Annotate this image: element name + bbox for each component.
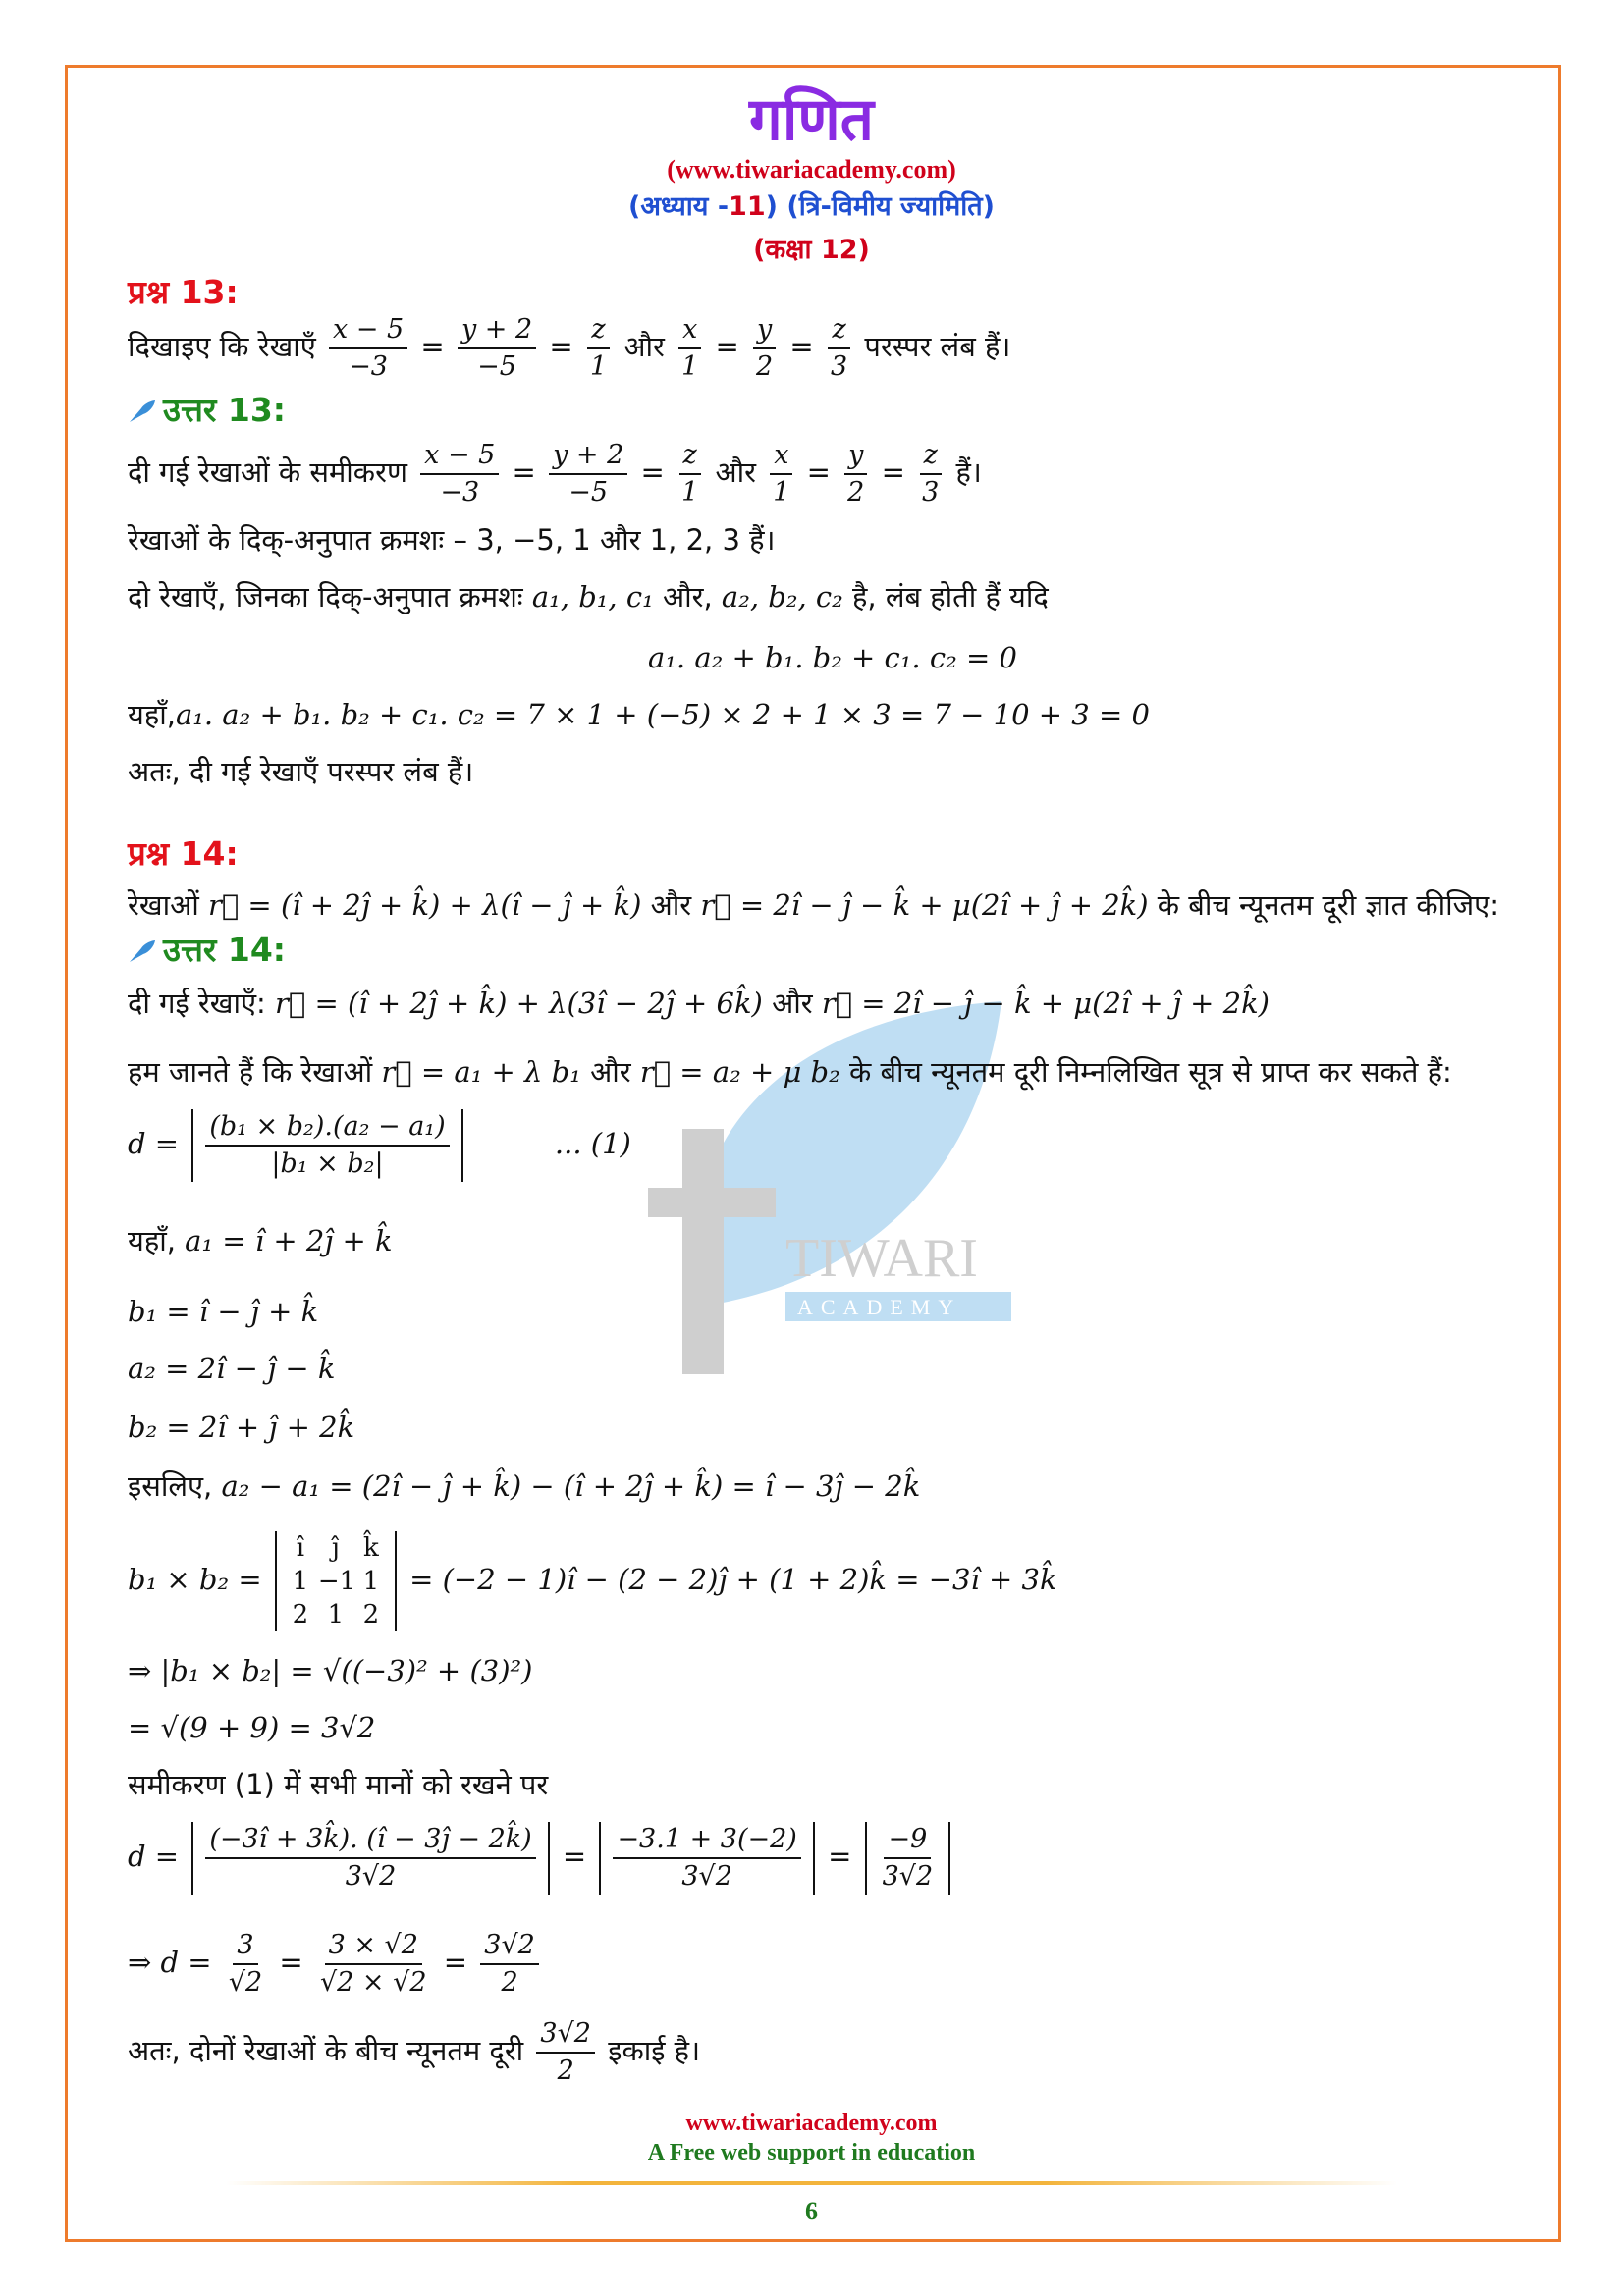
- d-abs-2: [599, 1822, 814, 1895]
- a13-frac-3: [677, 438, 702, 510]
- a14-l2-eq1: r⃗ = a₁ + λ b₁: [381, 1055, 581, 1089]
- a13-l1-prefix: दी गई रेखाओं के समीकरण: [128, 455, 407, 489]
- matrix-cell: 1: [362, 1567, 380, 1596]
- a13-line-1: दी गई रेखाओं के समीकरण $\frac{x - 5}{-3}$ = $\frac{y + 2}{-5}$ = $\frac{z}{1}$ और $\frac{x}{1}$ = $\frac{y}{2}$ = $\frac{z}{3}$ हैं।: [128, 438, 982, 510]
- a14-yahan: यहाँ,: [128, 1224, 176, 1257]
- frac-den: 2: [756, 351, 774, 382]
- frac-den: −5: [477, 351, 516, 382]
- formula-lhs: d =: [128, 1127, 180, 1160]
- a14-formula: [128, 1109, 631, 1182]
- formula-abs: [191, 1109, 462, 1182]
- frac-den: 3: [922, 477, 940, 507]
- class-line: [0, 230, 1623, 266]
- frac-num: z: [679, 438, 701, 475]
- matrix-cell: −1: [317, 1567, 356, 1596]
- a13-line-2: रेखाओं के दिक्-अनुपात क्रमशः – 3, −5, 1 और 1, 2, 3 हैं।: [128, 523, 776, 557]
- frac-den: 3√2: [345, 1861, 397, 1892]
- frac-den: |b₁ × b₂|: [271, 1148, 384, 1179]
- a13-frac-6: [918, 438, 943, 510]
- matrix-cell: 1: [327, 1600, 345, 1629]
- watermark-word-academy: ACADEMY: [797, 1295, 962, 1319]
- frac-den: 2: [847, 477, 865, 507]
- q13-frac-1: [329, 312, 407, 385]
- a14-b1: b₁ = î − ĵ + k̂: [128, 1295, 319, 1328]
- a14-line-2: [128, 1052, 1452, 1092]
- answer-13-heading: [128, 391, 286, 430]
- a14-cross-line: [128, 1531, 1057, 1631]
- a14-l1-eq2: r⃗ = 2î − ĵ − k̂ + μ(2î + ĵ + 2k̂): [821, 987, 1270, 1020]
- q13-and: और: [623, 330, 665, 363]
- a13-frac-1: [420, 438, 499, 510]
- answer-14-label: उत्तर 14:: [163, 931, 286, 969]
- question-14-heading: प्रश्न 14:: [128, 834, 239, 873]
- d-frac-1: [205, 1822, 535, 1895]
- a13-l3-text: दो रेखाएँ, जिनका दिक्-अनुपात क्रमशः: [128, 580, 523, 614]
- matrix-cell: 1: [292, 1567, 309, 1596]
- quill-icon: [128, 399, 157, 424]
- a14-d-calc: [128, 1822, 954, 1895]
- chapter-number: 11: [729, 191, 766, 222]
- frac-num: −9: [884, 1822, 931, 1859]
- matrix-cell: 2: [292, 1600, 309, 1629]
- frac-num: y + 2: [458, 312, 536, 349]
- frac-den: 1: [589, 351, 608, 382]
- frac-num: (−3î + 3k̂). (î − 3ĵ − 2k̂): [205, 1822, 535, 1859]
- frac-den: 2: [501, 1967, 518, 1998]
- q13-suffix: परस्पर लंब हैं।: [864, 330, 1011, 363]
- header-url[interactable]: (www.tiwariacademy.com): [667, 155, 956, 184]
- frac-num: 3√2: [480, 1928, 539, 1965]
- a14-b2: b₂ = 2î + ĵ + 2k̂: [128, 1411, 355, 1444]
- a13-frac-5: [843, 438, 868, 510]
- a14-substitute-text: समीकरण (1) में सभी मानों को रखने पर: [128, 1768, 549, 1801]
- a14-l1-eq1: r⃗ = (î + 2ĵ + k̂) + λ(3î − 2ĵ + 6k̂): [275, 987, 763, 1020]
- a14-diff-line: [128, 1467, 920, 1506]
- formula-frac: [205, 1109, 449, 1182]
- a14-a1: a₁ = î + 2ĵ + k̂: [185, 1224, 393, 1257]
- answer-13-label: उत्तर 13:: [163, 391, 286, 429]
- a13-l3-suffix: है, लंब होती हैं यदि: [852, 580, 1049, 614]
- a13-l3-and: और,: [662, 580, 713, 614]
- a13-l3-math1: a₁, b₁, c₁: [531, 580, 654, 614]
- result-frac-3: [480, 1928, 539, 2001]
- d-abs-1: [191, 1822, 549, 1895]
- q13-frac-2: [458, 312, 536, 385]
- a14-l2-suffix: के बीच न्यूनतम दूरी निम्नलिखित सूत्र से प्राप्त कर सकते हैं:: [848, 1055, 1452, 1089]
- a13-conclusion: अतः, दी गई रेखाएँ परस्पर लंब हैं।: [128, 755, 474, 788]
- question-14-text: [128, 885, 1499, 925]
- frac-den: 3√2: [882, 1861, 934, 1892]
- q14-eq1: r⃗ = (î + 2ĵ + k̂) + λ(î − ĵ + k̂): [207, 888, 642, 922]
- frac-num: x − 5: [329, 312, 407, 349]
- frac-num: 3: [233, 1928, 257, 1965]
- d-abs-3: [865, 1822, 951, 1895]
- frac-num: 3 × √2: [325, 1928, 422, 1965]
- a13-l5-math: a₁. a₂ + b₁. b₂ + c₁. c₂ = 7 × 1 + (−5) × 2 + 1 × 3 = 7 − 10 + 3 = 0: [175, 698, 1150, 731]
- a14-islie: इसलिए,: [128, 1469, 213, 1503]
- a13-line-3: [128, 577, 1049, 616]
- a14-line-1: [128, 984, 1270, 1023]
- a13-frac-4: [769, 438, 793, 510]
- a14-l2-and: और: [590, 1055, 631, 1089]
- answer-14-heading: [128, 931, 286, 970]
- question-13-heading: प्रश्न 13:: [128, 273, 239, 311]
- matrix-cell: î: [296, 1533, 305, 1563]
- a14-yahan-line: [128, 1221, 393, 1260]
- frac-den: √2: [228, 1967, 263, 1998]
- q14-and: और: [650, 888, 692, 922]
- q13-frac-6: [827, 312, 851, 385]
- quill-icon: [128, 938, 157, 964]
- cross-rhs: = (−2 − 1)î − (2 − 2)ĵ + (1 + 2)k̂ = −3î + 3k̂: [409, 1563, 1057, 1596]
- a13-and: और: [715, 455, 757, 489]
- q14-suffix: के बीच न्यूनतम दूरी ज्ञात कीजिए:: [1157, 888, 1499, 922]
- frac-num: z: [920, 438, 942, 475]
- class-suffix: ): [857, 235, 870, 265]
- frac-num: y + 2: [549, 438, 627, 475]
- a13-line-5: [128, 695, 1150, 734]
- frac-den: 3√2: [681, 1861, 732, 1892]
- d-eq-1: =: [562, 1840, 587, 1873]
- frac-num: x: [770, 438, 792, 475]
- subject-title: गणित: [749, 85, 874, 154]
- frac-den: 1: [681, 351, 699, 382]
- matrix-cell: 2: [362, 1600, 380, 1629]
- d-eq-2: =: [828, 1840, 852, 1873]
- frac-den: 2: [557, 2056, 574, 2086]
- frac-den: 3: [830, 351, 848, 382]
- footer-divider: [226, 2181, 1397, 2185]
- result-frac-2: [316, 1928, 431, 2001]
- result-lhs: ⇒ d =: [128, 1946, 212, 1979]
- a14-final: [128, 2016, 700, 2089]
- q14-eq2: r⃗ = 2î − ĵ − k̂ + μ(2î + ĵ + 2k̂): [700, 888, 1149, 922]
- footer-url[interactable]: www.tiwariacademy.com: [685, 2110, 938, 2136]
- frac-den: 1: [773, 477, 790, 507]
- frac-num: y: [753, 312, 776, 349]
- frac-num: −3.1 + 3(−2): [613, 1822, 800, 1859]
- frac-num: x: [678, 312, 701, 349]
- page-number: 6: [805, 2197, 818, 2225]
- a14-l2-eq2: r⃗ = a₂ + μ b₂: [639, 1055, 840, 1089]
- d-frac-3: [879, 1822, 938, 1895]
- frac-num: 3√2: [536, 2016, 595, 2054]
- q14-prefix: रेखाओं: [128, 888, 199, 922]
- class-number: 12: [820, 235, 858, 265]
- cross-matrix: [275, 1531, 397, 1631]
- frac-num: x − 5: [420, 438, 499, 475]
- question-13-text: दिखाइए कि रेखाएँ $\frac{x - 5}{-3}$ = $\frac{y + 2}{-5}$ = $\frac{z}{1}$ और $\frac{x}{1}$ = $\frac{y}{2}$ = $\frac{z}{3}$ परस्पर लंब हैं।: [128, 312, 1010, 385]
- chapter-line: [0, 187, 1623, 223]
- frac-num: y: [844, 438, 867, 475]
- tiwari-academy-watermark: [589, 982, 1021, 1374]
- a13-l3-math2: a₂, b₂, c₂: [721, 580, 843, 614]
- a14-diff: a₂ − a₁ = (2î − ĵ + k̂) − (î + 2ĵ + k̂) = î − 3ĵ − 2k̂: [221, 1469, 921, 1503]
- final-prefix: अतः, दोनों रेखाओं के बीच न्यूनतम दूरी: [128, 2034, 524, 2067]
- formula-tag: ... (1): [554, 1127, 631, 1160]
- footer-tagline: A Free web support in education: [647, 2140, 976, 2165]
- a14-magnitude-1: ⇒ |b₁ × b₂| = √((−3)² + (3)²): [128, 1654, 533, 1687]
- d-lhs: d =: [128, 1840, 180, 1873]
- q13-frac-5: [752, 312, 777, 385]
- a14-l1-prefix: दी गई रेखाएँ:: [128, 987, 266, 1020]
- a14-l1-and: और: [772, 987, 813, 1020]
- a14-magnitude-2: = √(9 + 9) = 3√2: [128, 1711, 376, 1744]
- a13-frac-2: [549, 438, 627, 510]
- q13-frac-4: [677, 312, 702, 385]
- class-prefix: (कक्षा: [753, 235, 812, 265]
- frac-den: −3: [440, 477, 480, 507]
- q13-frac-3: [586, 312, 611, 385]
- matrix-cell: k̂: [362, 1533, 379, 1563]
- watermark-word-tiwari: TIWARI: [785, 1228, 978, 1289]
- frac-num: z: [587, 312, 609, 349]
- a13-condition: a₁. a₂ + b₁. b₂ + c₁. c₂ = 0: [648, 641, 1017, 674]
- q13-prefix: दिखाइए कि रेखाएँ: [128, 330, 316, 363]
- frac-num: (b₁ × b₂).(a₂ − a₁): [205, 1109, 449, 1147]
- chapter-suffix: ) (त्रि-विमीय ज्यामिति): [765, 191, 995, 222]
- frac-den: √2 × √2: [319, 1967, 427, 1998]
- frac-den: 1: [681, 477, 699, 507]
- frac-num: z: [828, 312, 849, 349]
- a14-result: ⇒ d = $\frac{3}{√2}$ = $\frac{3 \times √2}{√2 \times √2}$ = $\frac{3√2}{2}$: [128, 1928, 543, 2001]
- result-frac-1: [225, 1928, 266, 2001]
- a14-l2-prefix: हम जानते हैं कि रेखाओं: [128, 1055, 373, 1089]
- a13-l1-suffix: हैं।: [955, 455, 982, 489]
- letter-t-stem: [682, 1129, 724, 1374]
- matrix-cell: ĵ: [331, 1533, 340, 1563]
- a14-a2: a₂ = 2î − ĵ − k̂: [128, 1352, 336, 1385]
- d-frac-2: [613, 1822, 800, 1895]
- cross-lhs: b₁ × b₂ =: [128, 1563, 262, 1596]
- letter-t-bar: [648, 1188, 776, 1217]
- frac-den: −3: [349, 351, 388, 382]
- frac-den: −5: [568, 477, 609, 507]
- final-suffix: इकाई है।: [608, 2034, 701, 2067]
- final-frac: [536, 2016, 595, 2089]
- chapter-prefix: (अध्याय -: [628, 191, 730, 222]
- a13-l5-prefix: यहाँ,: [128, 698, 176, 731]
